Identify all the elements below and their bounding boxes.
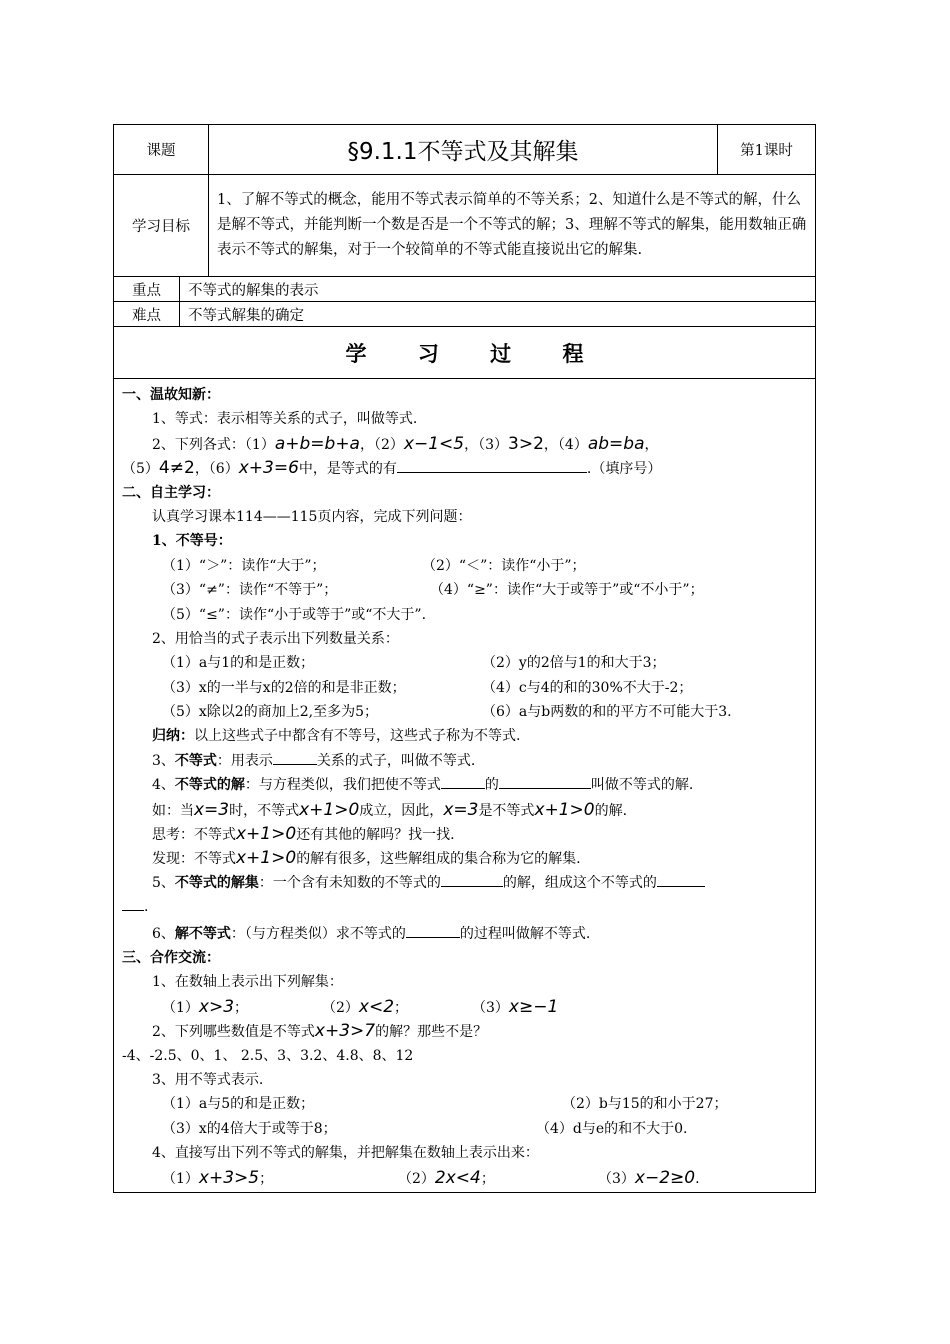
term: 不等式 xyxy=(174,752,217,769)
text: （5） xyxy=(122,461,159,478)
sign-line-3: （5）“≤”：读作“小于或等于”或“不大于”. xyxy=(162,606,427,623)
definition-solving xyxy=(122,922,807,946)
sec1-line-2 xyxy=(122,432,807,456)
text: ， xyxy=(644,436,659,453)
practice-1: 1、在数轴上表示出下列解集： xyxy=(152,974,343,991)
term: 不等式的解集 xyxy=(174,874,259,891)
text: 的解？那些不是？ xyxy=(375,1024,488,1041)
answer-blank[interactable] xyxy=(657,872,705,887)
definition-inequality xyxy=(122,749,807,773)
text: ； xyxy=(394,999,409,1016)
text: ：一个含有未知数的不等式的 xyxy=(258,874,441,891)
text: 时，不等式 xyxy=(229,802,300,819)
sec2-intro: 认真学习课本114——115页内容，完成下列问题： xyxy=(152,508,472,525)
header-row xyxy=(114,125,815,175)
text: . xyxy=(695,1170,700,1187)
practice-2 xyxy=(122,1019,807,1043)
text: （5）x除以2的商加上2,至多为5； xyxy=(162,704,378,721)
math-expr: ab=ba xyxy=(587,433,645,454)
practice-2-numbers: -4、-2.5、0、1、 2.5、3、3.2、4.8、8、12 xyxy=(122,1047,414,1064)
lesson-plan-table xyxy=(113,124,816,1193)
text: 是不等式 xyxy=(478,802,535,819)
text: （2）b与15的和小于27； xyxy=(562,1096,728,1113)
definition-solution-set-cont xyxy=(122,895,807,919)
math-expr: x+1>0 xyxy=(534,799,595,820)
practice-3-line-2 xyxy=(122,1117,807,1141)
text: （3）“≠”：读作“不等于”； xyxy=(162,582,338,599)
text: 思考：不等式 xyxy=(152,827,236,844)
section-2-heading: 二、自主学习： xyxy=(122,484,220,501)
text: 中，是等式的有 xyxy=(298,461,397,478)
math-expr: x+1>0 xyxy=(236,848,297,869)
sec2-subhead-2: 2、用恰当的式子表示出下列数量关系： xyxy=(152,630,399,647)
answer-blank[interactable] xyxy=(499,774,591,789)
key-point-row xyxy=(114,277,815,302)
quantity-line-1 xyxy=(122,651,807,675)
sec1-line-1: 1、等式：表示相等关系的式子，叫做等式. xyxy=(152,411,418,428)
text: ； xyxy=(234,999,249,1016)
math-expr: x+3>7 xyxy=(314,1021,376,1042)
text: 5、 xyxy=(152,874,175,891)
page-title: §9.1.1不等式及其解集 xyxy=(208,125,717,174)
text: （4）c与4的和的30%不大于-2； xyxy=(482,679,693,696)
text: （2） xyxy=(398,1170,435,1187)
math-expr: x+1>0 xyxy=(299,799,360,820)
text: （1） xyxy=(162,1170,199,1187)
answer-blank[interactable] xyxy=(122,896,144,911)
text: 如：当 xyxy=(152,802,194,819)
process-body-row xyxy=(114,379,815,1192)
text: ：（与方程类似）求不等式的 xyxy=(230,925,406,942)
text: 发现：不等式 xyxy=(152,851,236,868)
text: （1） xyxy=(162,999,199,1016)
sec1-line-3 xyxy=(122,456,807,480)
lesson-number: 第1课时 xyxy=(717,125,815,174)
math-expr: 3>2 xyxy=(508,433,544,454)
math-expr: x≥−1 xyxy=(508,996,559,1017)
text: .（填序号） xyxy=(586,461,662,478)
process-body xyxy=(114,379,815,1192)
text: ，（2） xyxy=(359,436,404,453)
text: 的 xyxy=(484,777,499,794)
text: 关系的式子，叫做不等式. xyxy=(316,752,476,769)
term: 解不等式 xyxy=(174,925,231,942)
text: （3） xyxy=(472,999,509,1016)
practice-3: 3、用不等式表示. xyxy=(152,1071,264,1088)
difficulty-text: 不等式解集的确定 xyxy=(179,302,815,326)
text: ，（3） xyxy=(464,436,509,453)
text: 的过程叫做解不等式. xyxy=(459,925,591,942)
key-point-label: 重点 xyxy=(132,282,161,299)
goals-text: 1、了解不等式的概念，能用不等式表示简单的不等关系；2、知道什么是不等式的解，什么是解不等式，并能判断一个数是否是一个不等式的解；3、理解不等式的解集，能用数轴正确表示不等式的解集，对于一个较简单的不等式能直接说出它的解集. xyxy=(208,175,815,276)
think-line xyxy=(122,822,807,846)
term: 不等式的解 xyxy=(174,777,245,794)
math-expr: x<2 xyxy=(358,996,395,1017)
text: （2）“＜”：读作“小于”； xyxy=(422,557,586,574)
practice-4: 4、直接写出下列不等式的解集，并把解集在数轴上表示出来： xyxy=(152,1145,539,1162)
text: ，（4） xyxy=(543,436,588,453)
difficulty-label: 难点 xyxy=(132,307,161,324)
text: （3）x的4倍大于或等于8； xyxy=(162,1120,337,1137)
text: 成立，因此， xyxy=(359,802,444,819)
text: ； xyxy=(259,1170,274,1187)
text: 的解. xyxy=(594,802,628,819)
text: ：用表示 xyxy=(216,752,273,769)
goals-row xyxy=(114,175,815,277)
goals-label: 学习目标 xyxy=(132,219,190,235)
sign-line-1 xyxy=(122,554,807,578)
text: 3、 xyxy=(152,752,175,769)
math-expr: a+b=b+a xyxy=(274,433,360,454)
text: 6、 xyxy=(152,925,175,942)
summary-line xyxy=(122,724,807,748)
text: （4）d与e的和不大于0. xyxy=(536,1120,688,1137)
math-expr: x>3 xyxy=(198,996,235,1017)
text: 叫做不等式的解. xyxy=(590,777,694,794)
text: . xyxy=(144,899,149,916)
summary-label: 归纳： xyxy=(152,728,194,745)
text: 以上这些式子中都含有不等号，这些式子称为不等式. xyxy=(194,728,521,745)
math-expr: x+3=6 xyxy=(238,458,299,479)
definition-solution xyxy=(122,773,807,797)
quantity-line-3 xyxy=(122,700,807,724)
text: （2）y的2倍与1的和大于3； xyxy=(482,655,666,672)
text: ，（6） xyxy=(194,461,239,478)
practice-1-items xyxy=(122,995,807,1019)
math-expr: 2x<4 xyxy=(434,1167,481,1188)
discover-line xyxy=(122,846,807,870)
process-title: 学 习 过 程 xyxy=(345,340,606,366)
text: ：与方程类似，我们把使不等式 xyxy=(244,777,441,794)
math-expr: x=3 xyxy=(194,799,230,820)
answer-blank[interactable] xyxy=(273,750,317,765)
process-title-row xyxy=(114,327,815,379)
text: ； xyxy=(480,1170,495,1187)
sign-line-2 xyxy=(122,578,807,602)
practice-3-line-1 xyxy=(122,1092,807,1116)
answer-blank[interactable] xyxy=(397,458,587,473)
sec2-subhead-1: 1、不等号： xyxy=(152,533,232,550)
definition-solution-set xyxy=(122,871,807,895)
text: （1）“＞”：读作“大于”； xyxy=(162,557,326,574)
answer-blank[interactable] xyxy=(441,872,503,887)
math-expr: 4≠2 xyxy=(158,458,195,479)
text: （3） xyxy=(598,1170,635,1187)
text: 的解，组成这个不等式的 xyxy=(502,874,657,891)
key-point-text: 不等式的解集的表示 xyxy=(179,277,815,301)
topic-label: 课题 xyxy=(146,143,176,159)
text: 4、 xyxy=(152,777,175,794)
math-expr: x+1>0 xyxy=(236,824,297,845)
math-expr: x=3 xyxy=(443,799,479,820)
section-3-heading: 三、合作交流： xyxy=(122,949,220,966)
text: （4）“≥”：读作“大于或等于”或“不小于”； xyxy=(430,582,704,599)
text: （1）a与5的和是正数； xyxy=(162,1096,315,1113)
math-expr: x−2≥0 xyxy=(634,1167,696,1188)
text: 的解有很多，这些解组成的集合称为它的解集. xyxy=(296,851,581,868)
difficulty-row xyxy=(114,302,815,327)
practice-4-items xyxy=(122,1166,807,1190)
section-1-heading: 一、温故知新： xyxy=(122,387,220,403)
example-line xyxy=(122,798,807,822)
text: （3）x的一半与x的2倍的和是非正数； xyxy=(162,679,406,696)
text: （6）a与b两数的和的平方不可能大于3. xyxy=(482,704,732,721)
math-expr: x−1<5 xyxy=(403,433,465,454)
answer-blank[interactable] xyxy=(406,923,460,938)
text: 2、下列哪些数值是不等式 xyxy=(152,1024,315,1041)
text: 还有其他的解吗？找一找. xyxy=(296,827,455,844)
text: （1）a与1的和是正数； xyxy=(162,655,315,672)
answer-blank[interactable] xyxy=(441,774,485,789)
text: 2、下列各式：（1） xyxy=(152,436,275,453)
text: （2） xyxy=(322,999,359,1016)
math-expr: x+3>5 xyxy=(198,1167,260,1188)
quantity-line-2 xyxy=(122,676,807,700)
